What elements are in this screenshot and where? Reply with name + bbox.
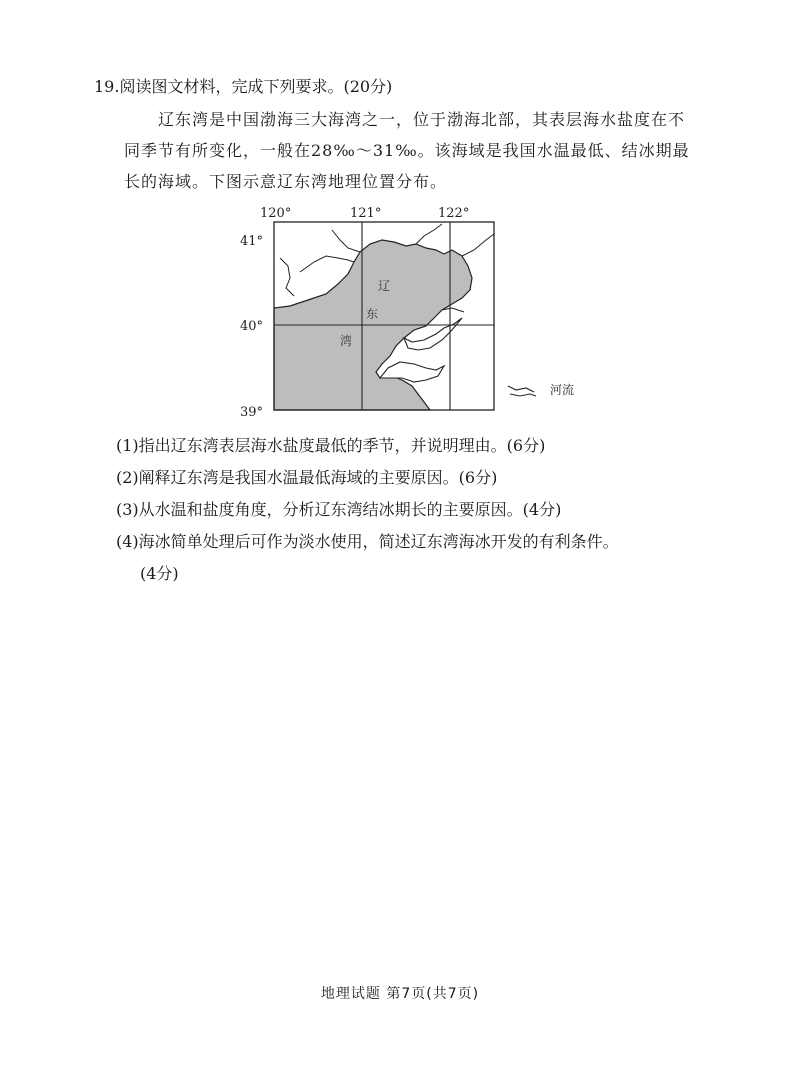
lat-label-41: 41°: [240, 234, 264, 249]
lon-label-122: 122°: [438, 206, 470, 221]
lon-label-121: 121°: [350, 206, 382, 221]
river-4: [416, 224, 442, 244]
subquestion-4: (4)海冰简单处理后可作为淡水使用，简述辽东湾海冰开发的有利条件。: [116, 532, 619, 551]
legend-river-symbol: [508, 386, 534, 392]
subquestion-list: [116, 430, 736, 590]
bay-label-3: 湾: [340, 334, 353, 348]
legend-river-symbol-2: [510, 394, 536, 396]
lon-label-120: 120°: [260, 206, 292, 221]
subquestion-1: (1)指出辽东湾表层海水盐度最低的季节，并说明理由。(6分): [116, 436, 546, 455]
subquestion-4-score: (4分): [140, 564, 179, 583]
river-2: [300, 256, 354, 272]
river-5: [462, 234, 494, 256]
bay-label-1: 辽: [378, 279, 391, 293]
river-3: [332, 230, 360, 252]
bay-label-2: 东: [366, 307, 379, 321]
map-svg: [230, 200, 590, 425]
lat-label-39: 39°: [240, 405, 264, 420]
legend-label: 河流: [550, 383, 575, 397]
river-1: [280, 258, 294, 296]
intro-text: 辽东湾是中国渤海三大海湾之一，位于渤海北部，其表层海水盐度在不同季节有所变化，一般在28‰～31‰。该海域是我国水温最低、结冰期最长的海域。下图示意辽东湾地理位置分布。: [124, 110, 690, 191]
subquestion-3: (3)从水温和盐度角度，分析辽东湾结冰期长的主要原因。(4分): [116, 500, 562, 519]
question-title: 19.阅读图文材料，完成下列要求。(20分): [94, 77, 393, 96]
liaodong-bay-map: [230, 200, 590, 425]
question-intro: [124, 104, 694, 197]
page-footer: 地理试题 第7页(共7页): [320, 986, 480, 1002]
lat-label-40: 40°: [240, 319, 264, 334]
subquestion-2: (2)阐释辽东湾是我国水温最低海域的主要原因。(6分): [116, 468, 498, 487]
